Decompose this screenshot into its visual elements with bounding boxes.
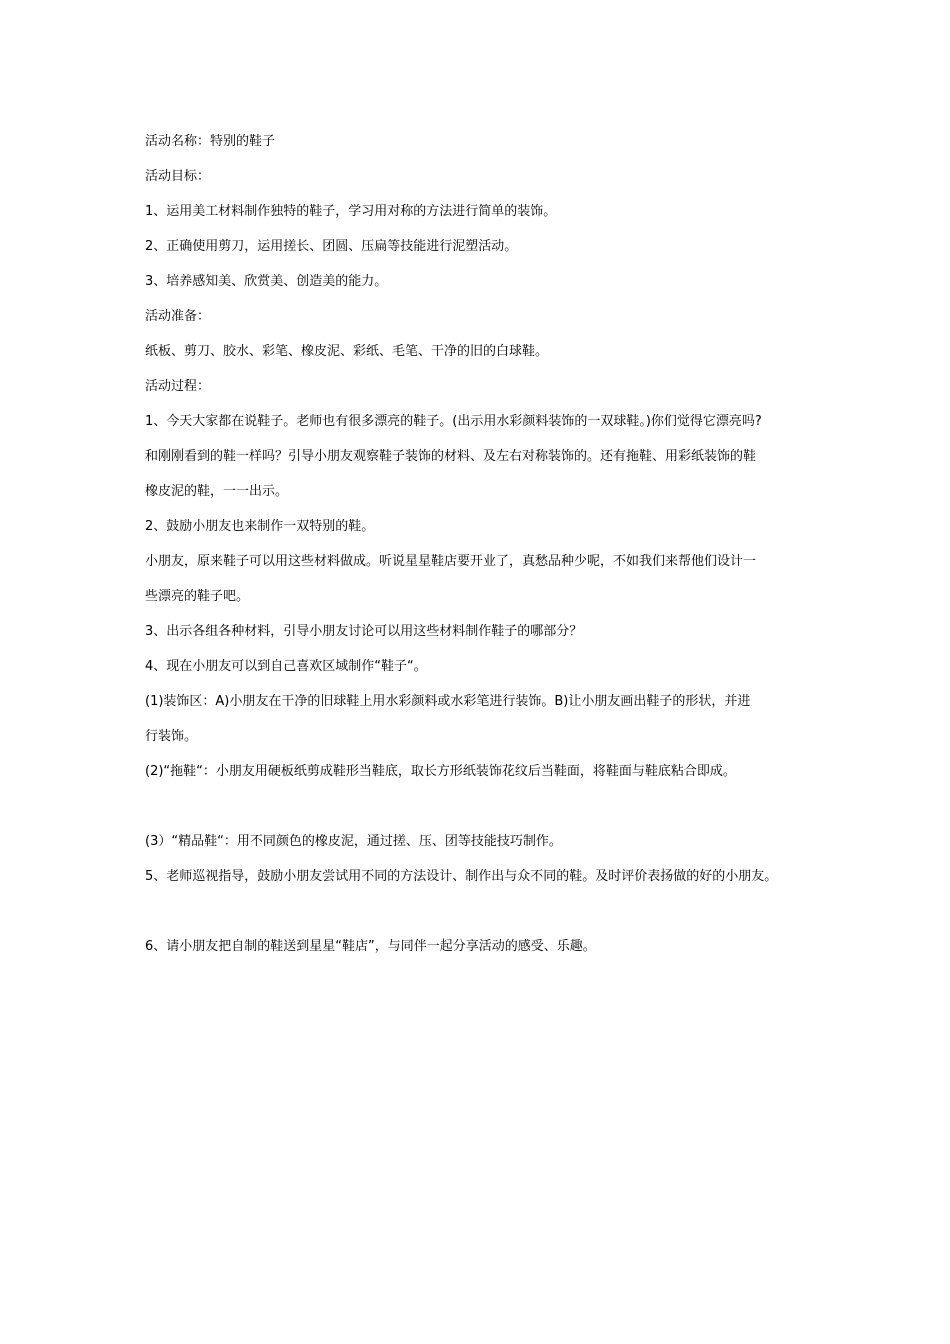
process-line: 3、出示各组各种材料，引导小朋友讨论可以用这些材料制作鞋子的哪部分？ [145,624,583,639]
process-line: 橡皮泥的鞋，一一出示。 [145,484,289,499]
goal-item: 1、运用美工材料制作独特的鞋子，学习用对称的方法进行简单的装饰。 [145,204,557,219]
process-line: 小朋友，原来鞋子可以用这些材料做成。听说星星鞋店要开业了，真愁品种少呢，不如我们来帮他们设计一 [145,554,757,569]
process-line: 5、老师巡视指导，鼓励小朋友尝试用不同的方法设计、制作出与众不同的鞋。及时评价表扬做的好的小朋友。 [145,869,778,884]
activity-name: 活动名称：特别的鞋子 [145,134,276,149]
process-line: (1)装饰区：A)小朋友在干净的旧球鞋上用水彩颜料或水彩笔进行装饰。B)让小朋友画出鞋子的形状，并进 [145,694,751,709]
document-body [145,124,825,964]
goal-heading: 活动目标： [145,169,211,184]
goal-item: 2、正确使用剪刀，运用搓长、团圆、压扁等技能进行泥塑活动。 [145,239,518,254]
process-line: 行装饰。 [145,729,198,744]
process-line: 1、今天大家都在说鞋子。老师也有很多漂亮的鞋子。(出示用水彩颜料装饰的一双球鞋。)你们觉得它漂亮吗? [145,414,762,429]
blank-line [145,894,825,929]
prep-heading: 活动准备： [145,309,211,324]
process-line: (2)“拖鞋“：小朋友用硬板纸剪成鞋形当鞋底，取长方形纸装饰花纹后当鞋面，将鞋面与鞋底粘合即成。 [145,764,736,779]
process-line: 些漂亮的鞋子吧。 [145,589,250,604]
process-line: 6、请小朋友把自制的鞋送到星星“鞋店”，与同伴一起分享活动的感受、乐趣。 [145,939,596,954]
process-line: (3）“精品鞋“：用不同颜色的橡皮泥，通过搓、压、团等技能技巧制作。 [145,834,562,849]
process-heading: 活动过程： [145,379,211,394]
prep-text: 纸板、剪刀、胶水、彩笔、橡皮泥、彩纸、毛笔、干净的旧的白球鞋。 [145,344,549,359]
process-line: 4、现在小朋友可以到自己喜欢区域制作“鞋子“。 [145,659,427,674]
process-line: 2、鼓励小朋友也来制作一双特别的鞋。 [145,519,375,534]
blank-line [145,789,825,824]
process-line: 和刚刚看到的鞋一样吗？引导小朋友观察鞋子装饰的材料、及左右对称装饰的。还有拖鞋、用彩纸装饰的鞋 [145,449,757,464]
goal-item: 3、培养感知美、欣赏美、创造美的能力。 [145,274,388,289]
